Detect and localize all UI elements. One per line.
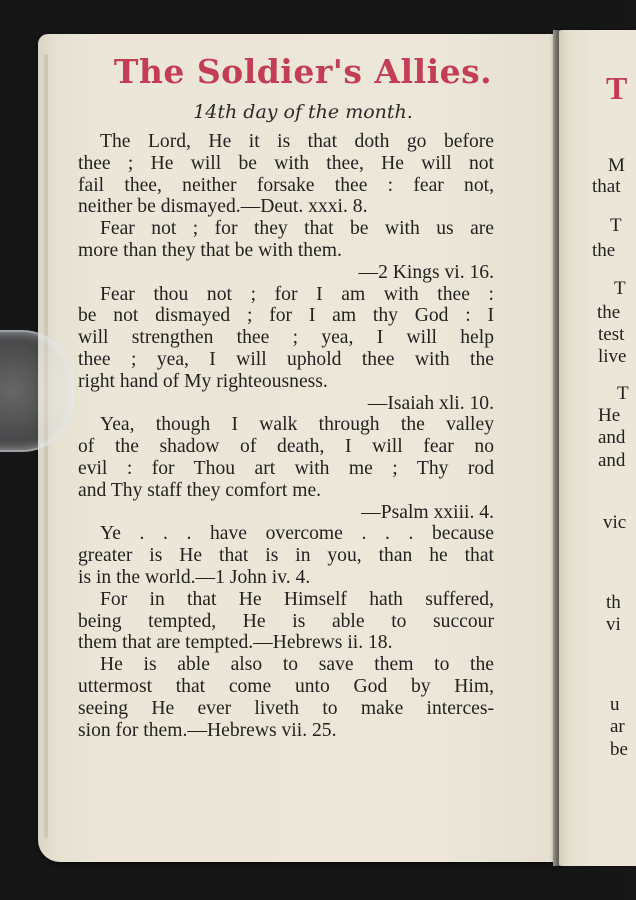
facing-text-fragment: that [592, 176, 621, 197]
facing-text-fragment: the [597, 302, 621, 323]
passage-line: fail thee, neither forsake thee : fear not, [78, 174, 494, 196]
scripture-passage [78, 589, 494, 654]
scripture-passage [78, 284, 494, 415]
page-title: The Soldier's Allies. [113, 52, 493, 91]
passage-reference: —Isaiah xli. 10. [367, 392, 494, 414]
facing-text-fragment: ar [610, 716, 625, 737]
passage-reference: —2 Kings vi. 16. [358, 261, 494, 283]
facing-text-fragment: u [610, 694, 620, 715]
passage-line: For in that He Himself hath suffered, [100, 588, 494, 610]
facing-text-fragment: th [606, 592, 621, 613]
passage-line: evil : for Thou art with me ; Thy rod [78, 457, 494, 479]
passage-line: Ye . . . have overcome . . . because [100, 523, 494, 545]
passage-line: of the shadow of death, I will fear no [78, 436, 494, 458]
scripture-passage [78, 654, 494, 741]
facing-text-fragment: and [598, 427, 626, 448]
scripture-passage [78, 414, 494, 523]
facing-text-fragment: vi [606, 614, 621, 635]
passage-line: greater is He that is in you, than he that [78, 545, 494, 567]
passage-reference: —Psalm xxiii. 4. [361, 501, 494, 523]
passage-line: thee ; yea, I will uphold thee with the [78, 348, 494, 370]
passage-line: neither be dismayed.—Deut. xxxi. 8. [78, 196, 368, 218]
facing-text-fragment: the [592, 240, 616, 261]
passage-line: will strengthen thee ; yea, I will help [78, 327, 494, 349]
scripture-passage [78, 218, 494, 283]
facing-text-fragment: and [598, 450, 626, 471]
passage-line: is in the world.—1 John iv. 4. [78, 566, 311, 588]
facing-text-fragment: M [608, 155, 625, 176]
passage-line: them that are tempted.—Hebrews ii. 18. [78, 632, 393, 654]
scripture-passage [78, 131, 494, 218]
passage-line: and Thy staff they comfort me. [78, 479, 322, 501]
facing-text-fragment: live [598, 346, 627, 367]
facing-text-fragment: T [614, 278, 626, 299]
facing-text-fragment: vic [603, 512, 627, 533]
passage-line: being tempted, He is able to succour [78, 610, 494, 632]
passage-line: Yea, though I walk through the valley [100, 414, 494, 436]
page-subtitle: 14th day of the month. [193, 101, 413, 123]
facing-text-fragment: He [598, 405, 621, 426]
passage-line: uttermost that come unto God by Him, [78, 675, 494, 697]
facing-text-fragment: be [610, 739, 628, 760]
passage-line: Fear thou not ; for I am with thee : [100, 283, 494, 305]
scripture-passage [78, 523, 494, 588]
book-gutter [553, 30, 559, 866]
passage-line: be not dismayed ; for I am thy God : I [78, 305, 494, 327]
passage-line: sion for them.—Hebrews vii. 25. [78, 719, 337, 741]
passage-line: more than they that be with them. [78, 239, 342, 261]
passage-line: right hand of My righteousness. [78, 370, 328, 392]
passage-line: thee ; He will be with thee, He will not [78, 152, 494, 174]
facing-text-fragment: T [617, 383, 629, 404]
passage-line: Fear not ; for they that be with us are [100, 218, 494, 240]
passage-line: He is able also to save them to the [100, 654, 494, 676]
passage-line: seeing He ever liveth to make interces- [78, 697, 494, 719]
facing-text-fragment: T [610, 215, 622, 236]
scripture-text [78, 131, 494, 741]
facing-title-fragment: T [606, 70, 628, 106]
facing-text-fragment: test [598, 324, 625, 345]
passage-line: The Lord, He it is that doth go before [100, 131, 494, 152]
